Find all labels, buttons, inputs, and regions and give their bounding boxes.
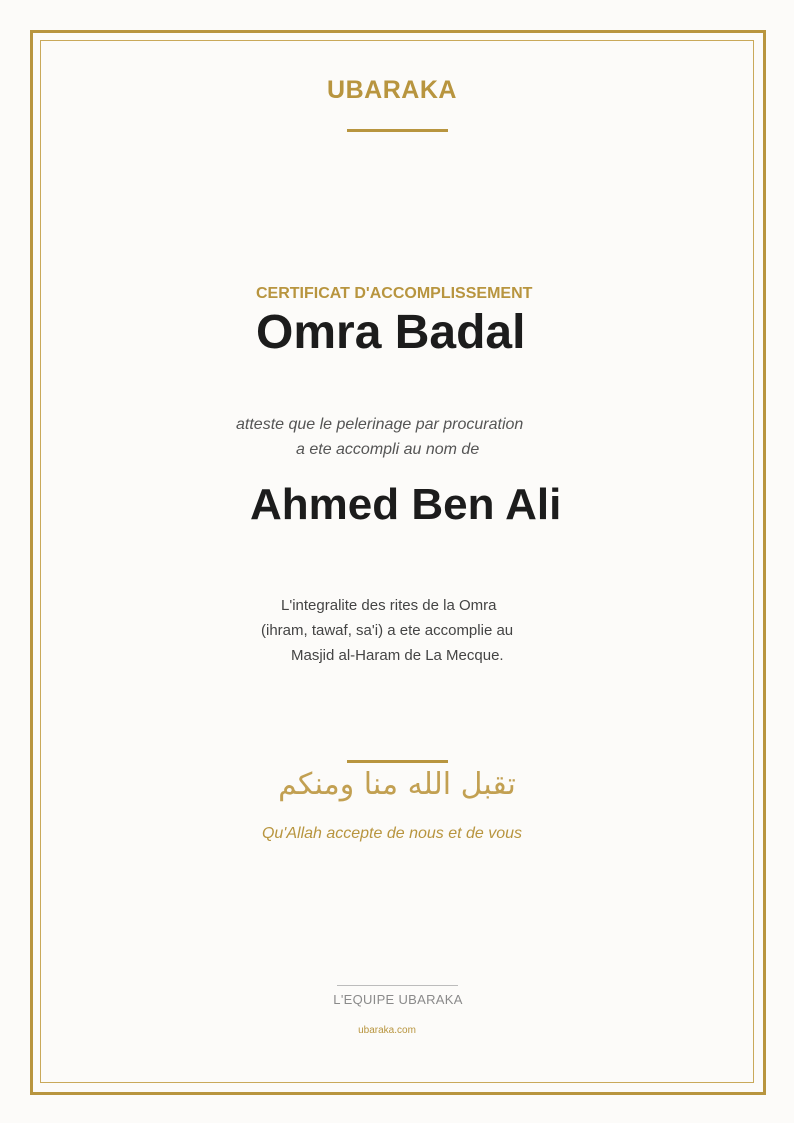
- certificate-inner-border: [40, 40, 754, 1083]
- recipient-name: Ahmed Ben Ali: [250, 480, 562, 529]
- french-blessing: Qu'Allah accepte de nous et de vous: [261, 825, 523, 842]
- rites-line-3: Masjid al-Haram de La Mecque.: [291, 647, 504, 664]
- certificate-title: Omra Badal: [256, 306, 526, 359]
- brand-logo-text: UBARAKA: [327, 76, 457, 104]
- rites-line-2: (ihram, tawaf, sa'i) a ete accomplie au: [261, 622, 514, 639]
- attestation-line-2: a ete accompli au nom de: [296, 441, 480, 458]
- certificate-kicker: CERTIFICAT D'ACCOMPLISSEMENT: [256, 285, 533, 302]
- signature-line: [337, 985, 458, 986]
- website-link[interactable]: ubaraka.com: [358, 1025, 416, 1036]
- top-divider: [347, 129, 448, 132]
- rites-line-1: L'integralite des rites de la Omra: [281, 597, 497, 614]
- attestation-line-1: atteste que le pelerinage par procuration: [236, 416, 524, 433]
- arabic-blessing: تقبل الله منا ومنكم: [278, 767, 516, 802]
- signature-team: L'EQUIPE UBARAKA: [333, 992, 463, 1007]
- middle-divider: [347, 760, 448, 763]
